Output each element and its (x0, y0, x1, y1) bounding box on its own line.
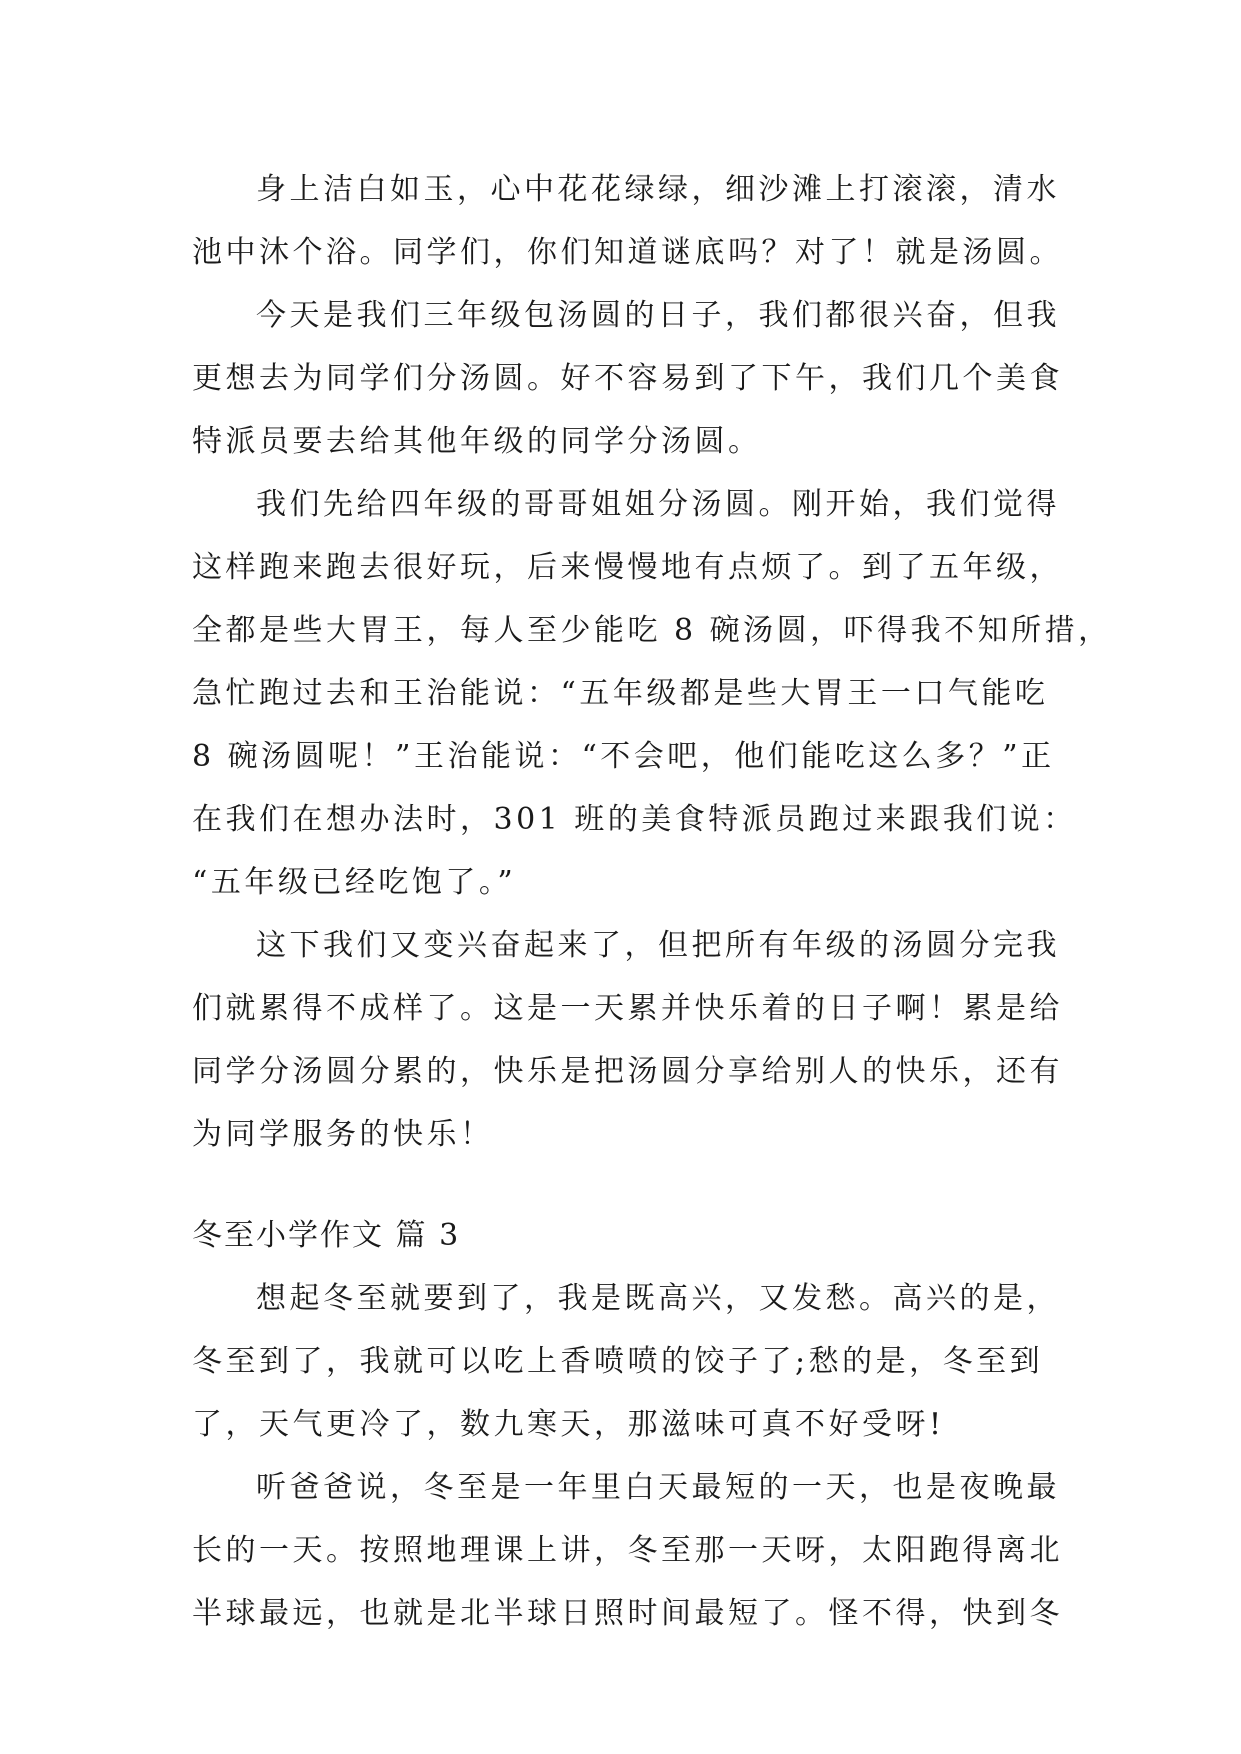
section-title: 冬至小学作文 篇 3 (192, 1218, 461, 1253)
text-line: 同学分汤圆分累的，快乐是把汤圆分享给别人的快乐，还有 (192, 1054, 1063, 1089)
document-page (192, 158, 1112, 1645)
text-line: 这下我们又变兴奋起来了，但把所有年级的汤圆分完我 (256, 928, 1060, 963)
paragraph-winter-solstice (192, 1267, 1060, 1456)
paragraph-fourth-grade (192, 473, 1112, 914)
text-line: 池中沐个浴。同学们，你们知道谜底吗？对了！就是汤圆。 (192, 235, 1063, 270)
text-line: 今天是我们三年级包汤圆的日子，我们都很兴奋，但我 (256, 298, 1060, 333)
text-line: 全都是些大胃王，每人至少能吃 8 碗汤圆，吓得我不知所措， (192, 613, 1112, 648)
text-line: 我们先给四年级的哥哥姐姐分汤圆。刚开始，我们觉得 (256, 487, 1060, 522)
paragraph-riddle (192, 158, 1063, 284)
text-line: 这样跑来跑去很好玩，后来慢慢地有点烦了。到了五年级， (192, 550, 1063, 585)
text-line: 8 碗汤圆呢！”王治能说：“不会吧，他们能吃这么多？”正 (192, 739, 1055, 774)
text-line: 长的一天。按照地理课上讲，冬至那一天呀，太阳跑得离北 (192, 1533, 1063, 1568)
text-line: 急忙跑过去和王治能说：“五年级都是些大胃王一口气能吃 (192, 676, 1049, 711)
paragraph-dad-says (192, 1456, 1063, 1645)
text-line: 们就累得不成样了。这是一天累并快乐着的日子啊！累是给 (192, 991, 1063, 1026)
section-gap (192, 1166, 1052, 1204)
text-line: “五年级已经吃饱了。” (192, 865, 517, 900)
paragraph-happy (192, 914, 1063, 1166)
text-line: 想起冬至就要到了，我是既高兴，又发愁。高兴的是， (256, 1281, 1060, 1316)
text-line: 在我们在想办法时，301 班的美食特派员跑过来跟我们说： (192, 802, 1077, 837)
text-line: 听爸爸说，冬至是一年里白天最短的一天，也是夜晚最 (256, 1470, 1060, 1505)
text-line: 更想去为同学们分汤圆。好不容易到了下午，我们几个美食 (192, 361, 1063, 396)
paragraph-today (192, 284, 1063, 473)
text-line: 了，天气更冷了，数九寒天，那滋味可真不好受呀! (192, 1407, 945, 1442)
text-line: 身上洁白如玉，心中花花绿绿，细沙滩上打滚滚，清水 (256, 172, 1060, 207)
text-line: 冬至到了，我就可以吃上香喷喷的饺子了;愁的是，冬至到 (192, 1344, 1044, 1379)
text-line: 半球最远，也就是北半球日照时间最短了。怪不得，快到冬 (192, 1596, 1063, 1631)
text-line: 特派员要去给其他年级的同学分汤圆。 (192, 424, 762, 459)
text-line: 为同学服务的快乐！ (192, 1117, 494, 1152)
